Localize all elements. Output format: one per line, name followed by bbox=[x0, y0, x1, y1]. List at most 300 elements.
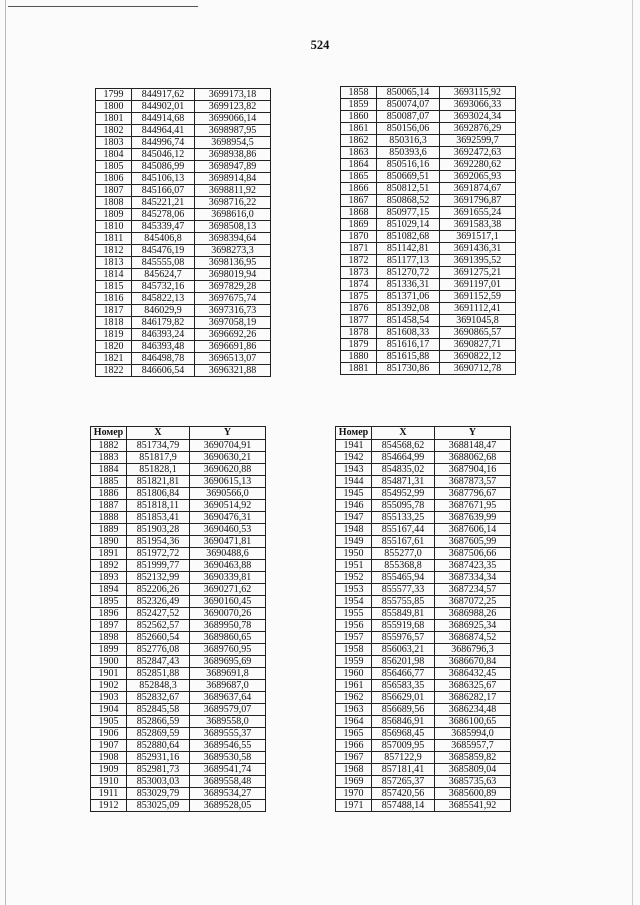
table-row bbox=[341, 111, 516, 123]
table-row bbox=[91, 800, 266, 812]
cell-number: 1944 bbox=[336, 476, 372, 488]
cell-number: 1894 bbox=[91, 584, 127, 596]
cell-y: 3687234,57 bbox=[435, 584, 511, 596]
cell-x: 851082,68 bbox=[377, 231, 440, 243]
cell-x: 857122,9 bbox=[372, 752, 435, 764]
header-y: Y bbox=[435, 427, 511, 440]
cell-x: 846606,54 bbox=[132, 365, 195, 377]
cell-y: 3689695,69 bbox=[190, 656, 266, 668]
cell-x: 851615,88 bbox=[377, 351, 440, 363]
cell-y: 3691045,8 bbox=[440, 315, 516, 327]
cell-y: 3690460,53 bbox=[190, 524, 266, 536]
cell-number: 1863 bbox=[341, 147, 377, 159]
cell-number: 1883 bbox=[91, 452, 127, 464]
table-row bbox=[341, 207, 516, 219]
cell-number: 1948 bbox=[336, 524, 372, 536]
cell-x: 856201,98 bbox=[372, 656, 435, 668]
table-row bbox=[341, 147, 516, 159]
table-row bbox=[96, 89, 271, 101]
cell-x: 851616,17 bbox=[377, 339, 440, 351]
cell-number: 1901 bbox=[91, 668, 127, 680]
cell-number: 1862 bbox=[341, 135, 377, 147]
cell-number: 1897 bbox=[91, 620, 127, 632]
cell-x: 856583,35 bbox=[372, 680, 435, 692]
table-row bbox=[336, 800, 511, 812]
cell-number: 1809 bbox=[96, 209, 132, 221]
cell-number: 1886 bbox=[91, 488, 127, 500]
table-row bbox=[341, 303, 516, 315]
cell-y: 3690463,88 bbox=[190, 560, 266, 572]
cell-x: 851336,31 bbox=[377, 279, 440, 291]
table-row bbox=[341, 195, 516, 207]
cell-y: 3692065,93 bbox=[440, 171, 516, 183]
table-row bbox=[91, 596, 266, 608]
table-row bbox=[91, 548, 266, 560]
cell-y: 3685994,0 bbox=[435, 728, 511, 740]
page-left-edge bbox=[5, 0, 6, 905]
page-right-edge bbox=[632, 0, 633, 905]
cell-x: 850516,16 bbox=[377, 159, 440, 171]
cell-number: 1963 bbox=[336, 704, 372, 716]
table-row bbox=[96, 293, 271, 305]
cell-number: 1893 bbox=[91, 572, 127, 584]
cell-y: 3691152,59 bbox=[440, 291, 516, 303]
table-row bbox=[341, 327, 516, 339]
cell-y: 3687671,95 bbox=[435, 500, 511, 512]
cell-y: 3689558,0 bbox=[190, 716, 266, 728]
table-row bbox=[91, 704, 266, 716]
cell-x: 852326,49 bbox=[127, 596, 190, 608]
cell-number: 1821 bbox=[96, 353, 132, 365]
cell-y: 3691112,41 bbox=[440, 303, 516, 315]
cell-y: 3696691,86 bbox=[195, 341, 271, 353]
cell-y: 3690615,13 bbox=[190, 476, 266, 488]
table-row bbox=[341, 123, 516, 135]
cell-number: 1882 bbox=[91, 440, 127, 452]
cell-y: 3689530,58 bbox=[190, 752, 266, 764]
cell-number: 1904 bbox=[91, 704, 127, 716]
cell-number: 1860 bbox=[341, 111, 377, 123]
table-row bbox=[91, 500, 266, 512]
cell-x: 853029,79 bbox=[127, 788, 190, 800]
cell-y: 3698914,84 bbox=[195, 173, 271, 185]
cell-x: 855277,0 bbox=[372, 548, 435, 560]
table-row bbox=[91, 776, 266, 788]
cell-number: 1967 bbox=[336, 752, 372, 764]
table-row bbox=[96, 197, 271, 209]
table-row bbox=[96, 341, 271, 353]
cell-number: 1887 bbox=[91, 500, 127, 512]
cell-number: 1907 bbox=[91, 740, 127, 752]
cell-number: 1892 bbox=[91, 560, 127, 572]
cell-y: 3690070,26 bbox=[190, 608, 266, 620]
cell-number: 1969 bbox=[336, 776, 372, 788]
coordinates-table-4 bbox=[335, 426, 511, 812]
cell-x: 846393,24 bbox=[132, 329, 195, 341]
cell-number: 1879 bbox=[341, 339, 377, 351]
cell-y: 3698947,89 bbox=[195, 161, 271, 173]
cell-x: 851371,06 bbox=[377, 291, 440, 303]
cell-x: 852832,67 bbox=[127, 692, 190, 704]
cell-y: 3696692,26 bbox=[195, 329, 271, 341]
cell-x: 845339,47 bbox=[132, 221, 195, 233]
cell-y: 3688148,47 bbox=[435, 440, 511, 452]
table-row bbox=[336, 668, 511, 680]
cell-x: 856629,01 bbox=[372, 692, 435, 704]
table-row bbox=[336, 596, 511, 608]
table-row bbox=[91, 512, 266, 524]
cell-x: 845106,13 bbox=[132, 173, 195, 185]
cell-x: 850868,52 bbox=[377, 195, 440, 207]
cell-y: 3698394,64 bbox=[195, 233, 271, 245]
cell-x: 857488,14 bbox=[372, 800, 435, 812]
cell-number: 1945 bbox=[336, 488, 372, 500]
cell-x: 851817,9 bbox=[127, 452, 190, 464]
cell-y: 3693024,34 bbox=[440, 111, 516, 123]
cell-number: 1912 bbox=[91, 800, 127, 812]
table-row bbox=[336, 548, 511, 560]
cell-y: 3697675,74 bbox=[195, 293, 271, 305]
cell-y: 3699173,18 bbox=[195, 89, 271, 101]
cell-number: 1873 bbox=[341, 267, 377, 279]
cell-x: 852851,88 bbox=[127, 668, 190, 680]
cell-number: 1808 bbox=[96, 197, 132, 209]
cell-number: 1818 bbox=[96, 317, 132, 329]
header-number: Номер bbox=[91, 427, 127, 440]
table-row bbox=[91, 488, 266, 500]
cell-number: 1807 bbox=[96, 185, 132, 197]
cell-number: 1902 bbox=[91, 680, 127, 692]
cell-number: 1861 bbox=[341, 123, 377, 135]
table-row bbox=[96, 305, 271, 317]
coordinates-table-3 bbox=[90, 426, 266, 812]
table-row bbox=[336, 572, 511, 584]
cell-number: 1950 bbox=[336, 548, 372, 560]
cell-y: 3698273,3 bbox=[195, 245, 271, 257]
cell-x: 852931,16 bbox=[127, 752, 190, 764]
cell-x: 844902,01 bbox=[132, 101, 195, 113]
header-x: X bbox=[127, 427, 190, 440]
cell-y: 3685809,04 bbox=[435, 764, 511, 776]
cell-y: 3689528,05 bbox=[190, 800, 266, 812]
table-row bbox=[96, 317, 271, 329]
cell-y: 3698508,13 bbox=[195, 221, 271, 233]
cell-y: 3691796,87 bbox=[440, 195, 516, 207]
cell-y: 3689637,64 bbox=[190, 692, 266, 704]
cell-x: 845476,19 bbox=[132, 245, 195, 257]
cell-number: 1891 bbox=[91, 548, 127, 560]
cell-number: 1822 bbox=[96, 365, 132, 377]
cell-y: 3686874,52 bbox=[435, 632, 511, 644]
table-row bbox=[91, 560, 266, 572]
cell-y: 3690712,78 bbox=[440, 363, 516, 375]
cell-number: 1865 bbox=[341, 171, 377, 183]
cell-number: 1880 bbox=[341, 351, 377, 363]
cell-x: 855577,33 bbox=[372, 584, 435, 596]
cell-x: 845624,7 bbox=[132, 269, 195, 281]
table-row bbox=[96, 185, 271, 197]
table-row bbox=[341, 255, 516, 267]
cell-number: 1947 bbox=[336, 512, 372, 524]
cell-number: 1968 bbox=[336, 764, 372, 776]
table-row bbox=[91, 716, 266, 728]
cell-y: 3691655,24 bbox=[440, 207, 516, 219]
cell-y: 3687334,34 bbox=[435, 572, 511, 584]
cell-y: 3689760,95 bbox=[190, 644, 266, 656]
table-row bbox=[336, 500, 511, 512]
cell-number: 1869 bbox=[341, 219, 377, 231]
cell-x: 852847,43 bbox=[127, 656, 190, 668]
cell-number: 1959 bbox=[336, 656, 372, 668]
cell-x: 846029,9 bbox=[132, 305, 195, 317]
cell-number: 1965 bbox=[336, 728, 372, 740]
cell-number: 1799 bbox=[96, 89, 132, 101]
cell-y: 3688062,68 bbox=[435, 452, 511, 464]
cell-number: 1890 bbox=[91, 536, 127, 548]
cell-number: 1895 bbox=[91, 596, 127, 608]
cell-x: 852660,54 bbox=[127, 632, 190, 644]
cell-x: 852562,57 bbox=[127, 620, 190, 632]
cell-x: 852427,52 bbox=[127, 608, 190, 620]
cell-x: 851999,77 bbox=[127, 560, 190, 572]
cell-y: 3687606,14 bbox=[435, 524, 511, 536]
table-row bbox=[341, 243, 516, 255]
cell-x: 854952,99 bbox=[372, 488, 435, 500]
table-row bbox=[91, 692, 266, 704]
cell-x: 851029,14 bbox=[377, 219, 440, 231]
cell-x: 856466,77 bbox=[372, 668, 435, 680]
cell-y: 3690339,81 bbox=[190, 572, 266, 584]
cell-y: 3698811,92 bbox=[195, 185, 271, 197]
cell-y: 3691395,52 bbox=[440, 255, 516, 267]
cell-number: 1953 bbox=[336, 584, 372, 596]
cell-x: 845732,16 bbox=[132, 281, 195, 293]
cell-y: 3690471,81 bbox=[190, 536, 266, 548]
cell-x: 845406,8 bbox=[132, 233, 195, 245]
cell-number: 1815 bbox=[96, 281, 132, 293]
table-row bbox=[336, 452, 511, 464]
cell-number: 1900 bbox=[91, 656, 127, 668]
cell-number: 1876 bbox=[341, 303, 377, 315]
cell-number: 1870 bbox=[341, 231, 377, 243]
table-row bbox=[91, 752, 266, 764]
cell-y: 3689950,78 bbox=[190, 620, 266, 632]
cell-y: 3687423,35 bbox=[435, 560, 511, 572]
cell-y: 3698938,86 bbox=[195, 149, 271, 161]
table-row bbox=[91, 668, 266, 680]
cell-y: 3686282,17 bbox=[435, 692, 511, 704]
cell-number: 1966 bbox=[336, 740, 372, 752]
coordinates-table-2 bbox=[340, 86, 516, 375]
cell-y: 3698136,95 bbox=[195, 257, 271, 269]
cell-x: 857009,95 bbox=[372, 740, 435, 752]
cell-x: 846498,78 bbox=[132, 353, 195, 365]
cell-x: 851853,41 bbox=[127, 512, 190, 524]
table-row bbox=[96, 245, 271, 257]
cell-number: 1956 bbox=[336, 620, 372, 632]
cell-y: 3697316,73 bbox=[195, 305, 271, 317]
table-row bbox=[91, 620, 266, 632]
table-row bbox=[341, 291, 516, 303]
cell-y: 3693115,92 bbox=[440, 87, 516, 99]
cell-y: 3690827,71 bbox=[440, 339, 516, 351]
cell-y: 3690160,45 bbox=[190, 596, 266, 608]
table-row bbox=[96, 149, 271, 161]
cell-number: 1881 bbox=[341, 363, 377, 375]
cell-number: 1905 bbox=[91, 716, 127, 728]
cell-number: 1877 bbox=[341, 315, 377, 327]
cell-y: 3689555,37 bbox=[190, 728, 266, 740]
cell-x: 845166,07 bbox=[132, 185, 195, 197]
cell-y: 3690488,6 bbox=[190, 548, 266, 560]
table-row bbox=[91, 728, 266, 740]
cell-number: 1811 bbox=[96, 233, 132, 245]
cell-number: 1954 bbox=[336, 596, 372, 608]
table-row bbox=[336, 716, 511, 728]
table-row bbox=[91, 740, 266, 752]
cell-x: 851392,08 bbox=[377, 303, 440, 315]
table-row bbox=[91, 656, 266, 668]
cell-number: 1801 bbox=[96, 113, 132, 125]
cell-x: 855095,78 bbox=[372, 500, 435, 512]
cell-number: 1906 bbox=[91, 728, 127, 740]
table-row bbox=[341, 219, 516, 231]
cell-y: 3685600,89 bbox=[435, 788, 511, 800]
cell-x: 855368,8 bbox=[372, 560, 435, 572]
cell-x: 852981,73 bbox=[127, 764, 190, 776]
cell-y: 3685735,63 bbox=[435, 776, 511, 788]
cell-x: 844964,41 bbox=[132, 125, 195, 137]
cell-x: 855976,57 bbox=[372, 632, 435, 644]
table-row bbox=[91, 680, 266, 692]
coordinates-table-1 bbox=[95, 88, 271, 377]
cell-number: 1872 bbox=[341, 255, 377, 267]
cell-y: 3692472,63 bbox=[440, 147, 516, 159]
table-row bbox=[336, 704, 511, 716]
table-row bbox=[91, 536, 266, 548]
table-row bbox=[336, 632, 511, 644]
table-row bbox=[336, 776, 511, 788]
cell-y: 3687796,67 bbox=[435, 488, 511, 500]
cell-x: 856689,56 bbox=[372, 704, 435, 716]
table-row bbox=[96, 353, 271, 365]
cell-x: 851903,28 bbox=[127, 524, 190, 536]
table-row bbox=[96, 173, 271, 185]
cell-number: 1941 bbox=[336, 440, 372, 452]
cell-number: 1800 bbox=[96, 101, 132, 113]
cell-x: 856063,21 bbox=[372, 644, 435, 656]
cell-x: 844914,68 bbox=[132, 113, 195, 125]
table-row bbox=[96, 113, 271, 125]
table-row bbox=[91, 584, 266, 596]
cell-x: 851730,86 bbox=[377, 363, 440, 375]
cell-y: 3690620,88 bbox=[190, 464, 266, 476]
cell-y: 3687072,25 bbox=[435, 596, 511, 608]
cell-y: 3686796,3 bbox=[435, 644, 511, 656]
table-row bbox=[96, 329, 271, 341]
cell-number: 1908 bbox=[91, 752, 127, 764]
cell-x: 851608,33 bbox=[377, 327, 440, 339]
cell-y: 3697058,19 bbox=[195, 317, 271, 329]
table-row bbox=[96, 161, 271, 173]
cell-number: 1858 bbox=[341, 87, 377, 99]
cell-number: 1875 bbox=[341, 291, 377, 303]
cell-y: 3696321,88 bbox=[195, 365, 271, 377]
cell-number: 1867 bbox=[341, 195, 377, 207]
cell-y: 3698954,5 bbox=[195, 137, 271, 149]
table-row bbox=[336, 608, 511, 620]
table-row bbox=[336, 788, 511, 800]
cell-number: 1884 bbox=[91, 464, 127, 476]
cell-y: 3690476,31 bbox=[190, 512, 266, 524]
cell-x: 850065,14 bbox=[377, 87, 440, 99]
cell-number: 1888 bbox=[91, 512, 127, 524]
table-row bbox=[336, 536, 511, 548]
cell-x: 851270,72 bbox=[377, 267, 440, 279]
table-row bbox=[341, 183, 516, 195]
cell-number: 1802 bbox=[96, 125, 132, 137]
table-row bbox=[336, 488, 511, 500]
cell-number: 1866 bbox=[341, 183, 377, 195]
table-header-row bbox=[91, 427, 266, 440]
cell-x: 850074,07 bbox=[377, 99, 440, 111]
table-row bbox=[91, 788, 266, 800]
cell-x: 855133,25 bbox=[372, 512, 435, 524]
cell-x: 852132,99 bbox=[127, 572, 190, 584]
cell-number: 1859 bbox=[341, 99, 377, 111]
table-row bbox=[96, 233, 271, 245]
table-header-row bbox=[336, 427, 511, 440]
cell-y: 3689691,8 bbox=[190, 668, 266, 680]
cell-number: 1949 bbox=[336, 536, 372, 548]
cell-x: 850812,51 bbox=[377, 183, 440, 195]
cell-x: 850156,06 bbox=[377, 123, 440, 135]
cell-x: 856846,91 bbox=[372, 716, 435, 728]
table-row bbox=[96, 125, 271, 137]
cell-number: 1962 bbox=[336, 692, 372, 704]
table-row bbox=[341, 87, 516, 99]
cell-number: 1943 bbox=[336, 464, 372, 476]
cell-number: 1871 bbox=[341, 243, 377, 255]
table-row bbox=[96, 137, 271, 149]
cell-number: 1820 bbox=[96, 341, 132, 353]
cell-y: 3686325,67 bbox=[435, 680, 511, 692]
cell-number: 1805 bbox=[96, 161, 132, 173]
cell-number: 1804 bbox=[96, 149, 132, 161]
cell-number: 1958 bbox=[336, 644, 372, 656]
cell-y: 3691197,01 bbox=[440, 279, 516, 291]
cell-y: 3687904,16 bbox=[435, 464, 511, 476]
cell-y: 3691874,67 bbox=[440, 183, 516, 195]
cell-x: 851828,1 bbox=[127, 464, 190, 476]
cell-number: 1951 bbox=[336, 560, 372, 572]
table-row bbox=[341, 135, 516, 147]
cell-number: 1874 bbox=[341, 279, 377, 291]
cell-x: 845278,06 bbox=[132, 209, 195, 221]
cell-y: 3691583,38 bbox=[440, 219, 516, 231]
header-x: X bbox=[372, 427, 435, 440]
table-row bbox=[336, 764, 511, 776]
cell-y: 3690704,91 bbox=[190, 440, 266, 452]
table-row bbox=[336, 740, 511, 752]
cell-y: 3686432,45 bbox=[435, 668, 511, 680]
cell-x: 851142,81 bbox=[377, 243, 440, 255]
table-row bbox=[336, 560, 511, 572]
table-row bbox=[91, 572, 266, 584]
cell-y: 3686670,84 bbox=[435, 656, 511, 668]
cell-number: 1868 bbox=[341, 207, 377, 219]
cell-number: 1812 bbox=[96, 245, 132, 257]
